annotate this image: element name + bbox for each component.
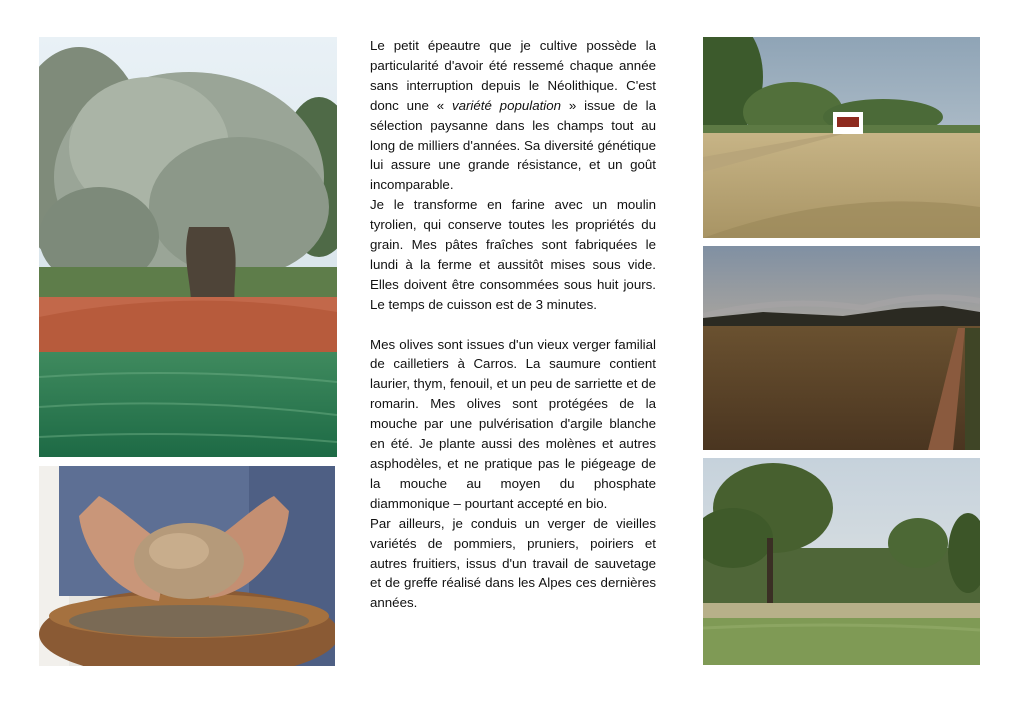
combine-harvest-photo (703, 37, 980, 238)
paragraph-spelt: Le petit épeautre que je cultive possède la particularité d'avoir été ressemé chaque année sans interruption depuis le Néolithique. C'est donc une « variété population » issue de la sélection paysanne dans les champs tout au long de milliers d'années. Sa diversité génétique lui assure une grande résistance, et un goût incomparable. (370, 38, 656, 193)
emphasis-term: variété population (451, 97, 562, 113)
paragraph-flour: Je le transforme en farine avec un moulin tyrolien, qui conserve toutes les propriétés du grain. Mes pâtes fraîches sont fabriquées le lundi à la ferme et aussitôt mises sous vide. Elles doivent être consommées sous huit jours. Le temps de cuisson est de 3 minutes. (370, 197, 656, 312)
field-sunset-photo (703, 246, 980, 450)
paragraph-orchard: Par ailleurs, je conduis un verger de vieilles variétés de pommiers, pruniers, poiriers et autres fruitiers, issus d'un travail de sauvetage et de greffe réalisé dans les Alpes ces dernières années. (370, 515, 656, 611)
olive-tree-photo (39, 37, 337, 457)
spelt-grain-hands-photo (39, 466, 335, 666)
article-text (370, 36, 656, 613)
paragraph-olives: Mes olives sont issues d'un vieux verger familial de cailletiers à Carros. La saumure contient laurier, thym, fenouil, et un peu de sarriette et de romarin. Mes olives sont protégées de la mouche par une pulvérisation d'argile blanche en été. Je plante aussi des molènes et autres asphodèles, et ne pratique pas le piégeage de la mouche au moyen du phosphate diammonique – pourtant accepté en bio. (370, 336, 656, 511)
orchard-meadow-photo (703, 458, 980, 665)
